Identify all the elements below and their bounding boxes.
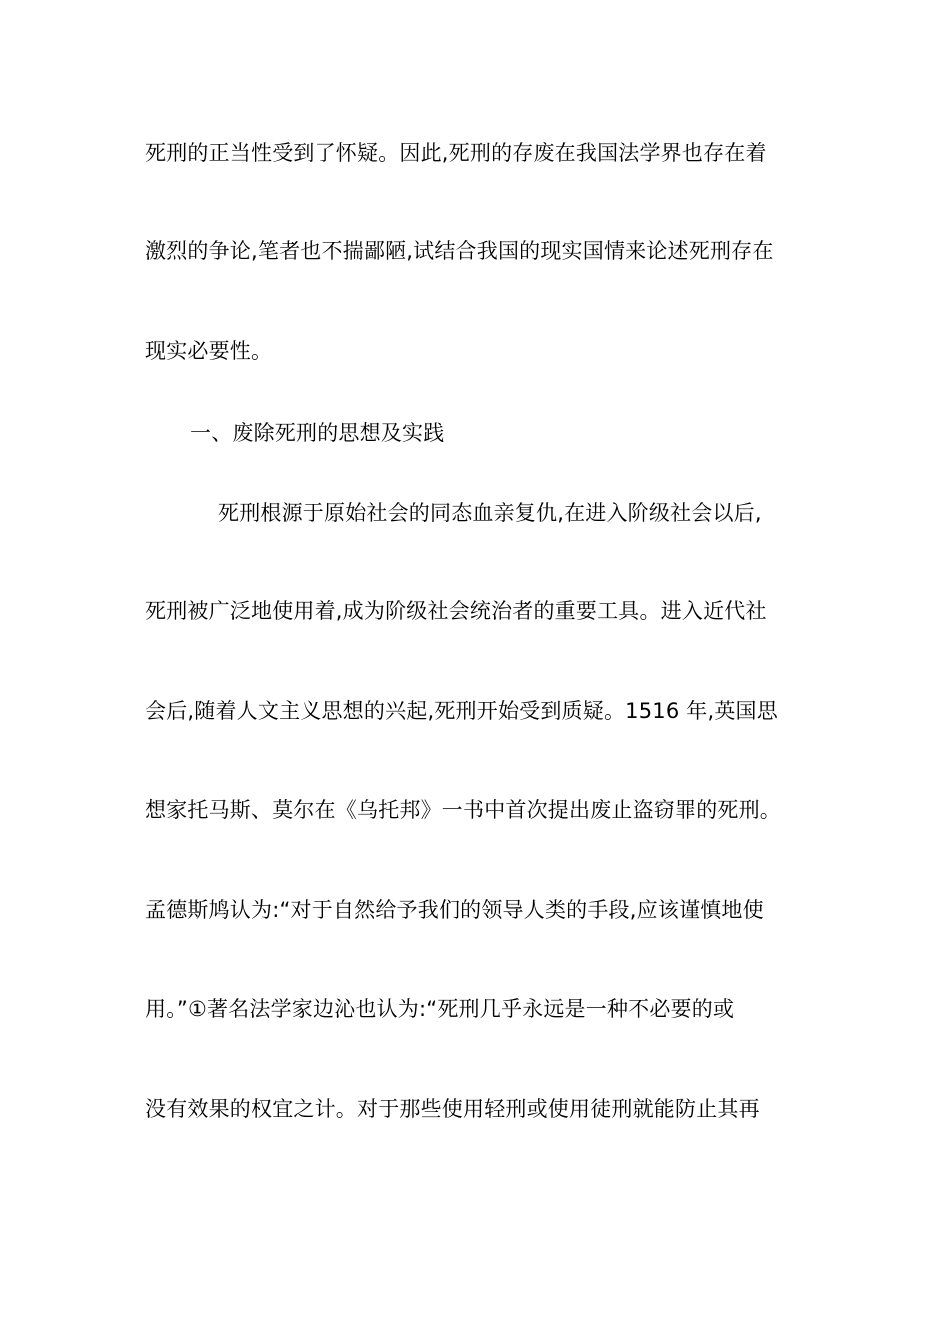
paragraph-line: 激烈的争论,笔者也不揣鄙陋,试结合我国的现实国情来论述死刑存在 (145, 239, 774, 263)
paragraph-line: 孟德斯鸠认为:“对于自然给予我们的领导人类的手段,应该谨慎地使 (145, 898, 764, 922)
paragraph-line: 想家托马斯、莫尔在《乌托邦》一书中首次提出废止盗窃罪的死刑。 (145, 798, 781, 822)
paragraph-line: 现实必要性。 (145, 339, 273, 363)
section-heading: 一、废除死刑的思想及实践 (190, 421, 445, 445)
paragraph-line: 没有效果的权宜之计。对于那些使用轻刑或使用徒刑就能防止其再 (145, 1097, 760, 1121)
paragraph-line: 会后,随着人文主义思想的兴起,死刑开始受到质疑。1516 年,英国思 (145, 699, 778, 723)
paragraph-line: 死刑根源于原始社会的同态血亲复仇,在进入阶级社会以后, (218, 501, 762, 525)
paragraph-line: 死刑被广泛地使用着,成为阶级社会统治者的重要工具。进入近代社 (145, 599, 767, 623)
paragraph-line: 用。”①著名法学家边沁也认为:“死刑几乎永远是一种不必要的或 (145, 997, 735, 1021)
paragraph-line: 死刑的正当性受到了怀疑。因此,死刑的存废在我国法学界也存在着 (145, 141, 767, 165)
